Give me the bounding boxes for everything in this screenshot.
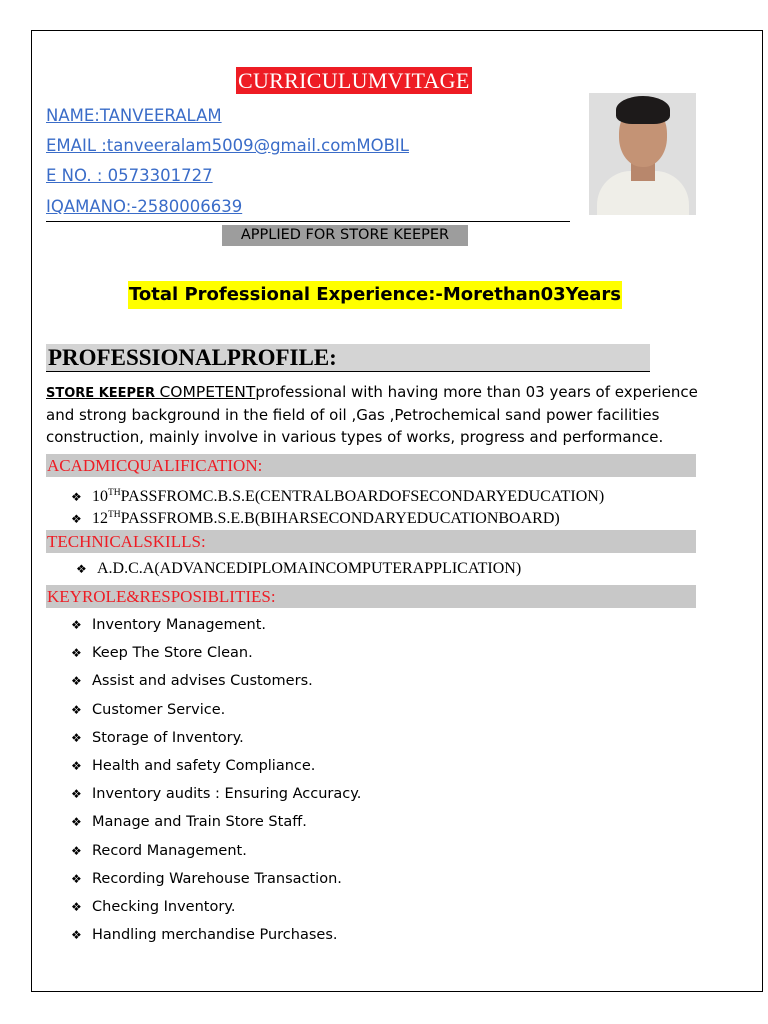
diamond-bullet-icon: ❖ xyxy=(71,618,82,632)
diamond-bullet-icon: ❖ xyxy=(71,702,82,717)
role-item xyxy=(71,756,315,776)
technical-heading: TECHNICALSKILLS: xyxy=(47,532,206,551)
role-item xyxy=(71,869,342,889)
roles-heading: KEYROLE&RESPOSIBLITIES: xyxy=(47,587,276,606)
contact-divider xyxy=(46,221,570,222)
role-item-text: Storage of Inventory. xyxy=(92,729,244,746)
contact-mobile[interactable]: E NO. : 0573301727 xyxy=(46,166,213,185)
profile-summary-line-2: and strong background in the field of oil ,Gas ,Petrochemical sand power facilities xyxy=(46,406,660,424)
profile-photo xyxy=(589,93,696,215)
role-item-text: Keep The Store Clean. xyxy=(92,645,253,662)
diamond-bullet-icon: ❖ xyxy=(71,490,82,504)
role-item xyxy=(71,615,266,635)
role-item-text: Checking Inventory. xyxy=(92,899,236,915)
total-experience: Total Professional Experience:-Morethan03Years xyxy=(128,281,622,309)
diamond-bullet-icon: ❖ xyxy=(76,562,87,576)
summary-role: STORE KEEPER xyxy=(46,386,160,401)
diamond-bullet-icon: ❖ xyxy=(71,900,82,914)
diamond-bullet-icon: ❖ xyxy=(71,928,82,943)
role-item-text: Recording Warehouse Transaction. xyxy=(92,870,342,887)
role-item xyxy=(71,700,225,720)
diamond-bullet-icon: ❖ xyxy=(71,730,82,745)
academic-item: ❖ 12THPASSFROMB.S.E.B(BIHARSECONDARYEDUCATIONBOARD) xyxy=(71,510,560,527)
role-item xyxy=(71,784,361,804)
diamond-bullet-icon: ❖ xyxy=(71,787,82,802)
role-item-text: Customer Service. xyxy=(92,701,226,718)
role-item xyxy=(71,897,235,917)
role-item xyxy=(71,841,247,861)
diamond-bullet-icon: ❖ xyxy=(71,871,82,886)
summary-line1-rest: professional with having more than 03 years of experience xyxy=(255,383,698,401)
role-item xyxy=(71,925,338,945)
role-item-text: Inventory Management. xyxy=(92,617,266,633)
diamond-bullet-icon: ❖ xyxy=(71,815,82,830)
contact-iqama[interactable]: IQAMANO:-2580006639 xyxy=(46,197,243,216)
role-item xyxy=(71,671,313,691)
diamond-bullet-icon: ❖ xyxy=(71,646,82,661)
diamond-bullet-icon: ❖ xyxy=(71,759,82,773)
role-item-text: Health and safety Compliance. xyxy=(92,758,316,774)
diamond-bullet-icon: ❖ xyxy=(71,512,82,526)
role-item-text: Inventory audits : Ensuring Accuracy. xyxy=(92,786,362,803)
contact-name[interactable]: NAME:TANVEERALAM xyxy=(46,106,222,125)
role-item-text: Manage and Train Store Staff. xyxy=(92,814,307,831)
academic-heading: ACADMICQUALIFICATION: xyxy=(47,456,263,475)
summary-competent: COMPETENT xyxy=(159,383,256,401)
academic-item: ❖ 10THPASSFROMC.B.S.E(CENTRALBOARDOFSECONDARYEDUCATION) xyxy=(71,488,605,505)
profile-heading: PROFESSIONALPROFILE: xyxy=(48,345,337,370)
role-item xyxy=(71,643,253,663)
role-item xyxy=(71,728,244,748)
diamond-bullet-icon: ❖ xyxy=(71,843,82,858)
role-item-text: Handling merchandise Purchases. xyxy=(92,927,338,944)
applied-for-banner: APPLIED FOR STORE KEEPER xyxy=(222,225,468,246)
resume-title: CURRICULUMVITAGE xyxy=(238,68,470,93)
role-item-text: Record Management. xyxy=(92,842,247,859)
contact-email[interactable]: EMAIL :tanveeralam5009@gmail.comMOBIL xyxy=(46,136,409,155)
diamond-bullet-icon: ❖ xyxy=(71,674,82,689)
role-item xyxy=(71,812,307,832)
profile-summary-line-1 xyxy=(46,381,698,405)
technical-item: ❖ A.D.C.A(ADVANCEDIPLOMAINCOMPUTERAPPLICATION) xyxy=(76,560,522,577)
role-item-text: Assist and advises Customers. xyxy=(92,673,313,690)
profile-summary-line-3: construction, mainly involve in various types of works, progress and performance. xyxy=(46,428,664,446)
